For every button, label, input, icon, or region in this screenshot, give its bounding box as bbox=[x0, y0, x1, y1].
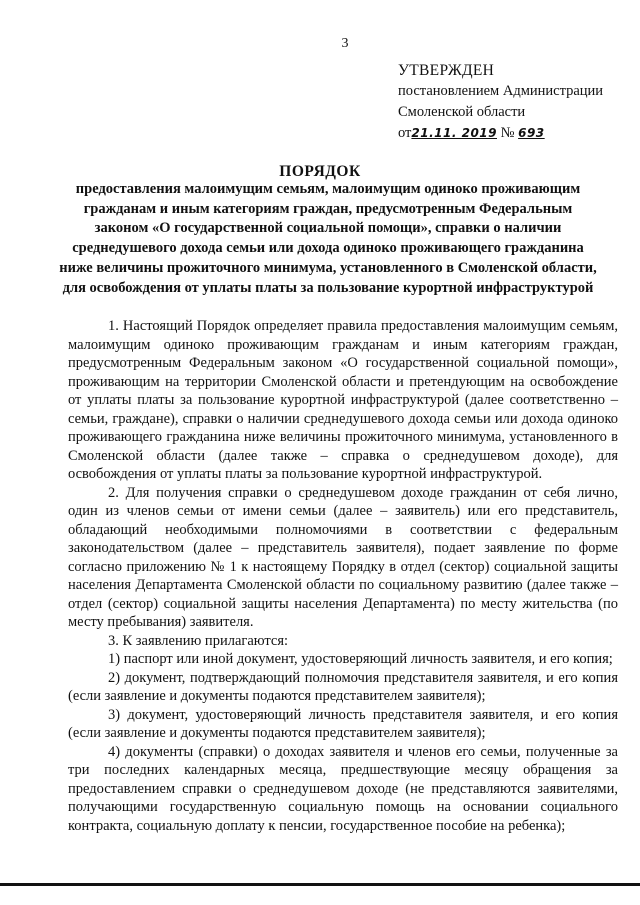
list-item-3: 3) документ, удостоверяющий личность представителя заявителя, и его копия (если заявление и документы подаются представителем заявителя); bbox=[68, 706, 618, 741]
page-number: 3 bbox=[341, 36, 349, 51]
paragraph-2: 2. Для получения справки о среднедушевом доходе гражданин от себя лично, один из членов семьи от имени семьи (далее – заявитель) или его представитель, обладающий необходимыми полномочиями в соответствии с федеральным законодательством (далее – представитель заявителя), подает заявление по форме согласно приложению № 1 к настоящему Порядку в отдел (сектор) социальной защиты населения Департамента Смоленской области по социальному развитию (далее также – отдел (сектор) социальной защиты населения Департамента) по месту жительства (по месту пребывания) заявителя. bbox=[68, 484, 618, 630]
handwritten-number: 693 bbox=[518, 126, 545, 140]
approval-line-1: постановлением Администрации bbox=[398, 83, 604, 99]
list-item-4: 4) документы (справки) о доходах заявителя и членов его семьи, полученные за три последних календарных месяца, предшествующие месяцу обращения за предоставлением справки о среднедушевом доходе (не представляются заявителями, получающими государственную социальную помощь на основании социального контракта, социальную доплату к пенсии, государственное пособие на ребенка); bbox=[68, 743, 618, 834]
handwritten-date: 21.11. 2019 bbox=[411, 126, 497, 140]
list-item-1: 1) паспорт или иной документ, удостоверяющий личность заявителя, и его копия; bbox=[108, 651, 613, 667]
list-item-2: 2) документ, подтверждающий полномочия представителя заявителя, и его копия (если заявление и документы подаются представителем заявителя); bbox=[68, 669, 618, 704]
document-title: ПОРЯДОК bbox=[279, 163, 361, 180]
document-body bbox=[68, 317, 618, 835]
number-prefix: № bbox=[500, 125, 515, 141]
document-subtitle: предоставления малоимущим семьям, малоимущим одиноко проживающим гражданам и иным категориям граждан, предусмотренным Федеральным законом «О государственной социальной помощи», справки о наличии среднедушевого дохода семьи или дохода одиноко проживающего гражданина ниже величины прожиточного минимума, установленного в Смоленской области, для освобождения от уплаты платы за пользование курортной инфраструктурой bbox=[59, 181, 597, 296]
approval-line-2: Смоленской области bbox=[398, 104, 526, 120]
paragraph-1: 1. Настоящий Порядок определяет правила предоставления малоимущим семьям, малоимущим одиноко проживающим гражданам и иным категориям граждан, предусмотренным Федеральным законом «О государственной социальной помощи», проживающим на территории Смоленской области и претендующим на освобождение от уплаты платы за пользование курортной инфраструктурой (далее соответственно – семьи, граждане), справки о наличии среднедушевого дохода семьи или дохода одиноко проживающего гражданина ниже величины прожиточного минимума, установленного в Смоленской области (далее также – справка о среднедушевом доходе), для освобождения от уплаты платы за пользование курортной инфраструктурой. bbox=[68, 318, 618, 482]
bottom-rule bbox=[0, 883, 640, 886]
paragraph-3: 3. К заявлению прилагаются: bbox=[108, 632, 289, 649]
date-prefix: от bbox=[398, 125, 412, 141]
approval-date-line bbox=[398, 123, 634, 144]
approval-stamp bbox=[398, 60, 634, 144]
approved-heading: УТВЕРЖДЕН bbox=[398, 62, 495, 79]
